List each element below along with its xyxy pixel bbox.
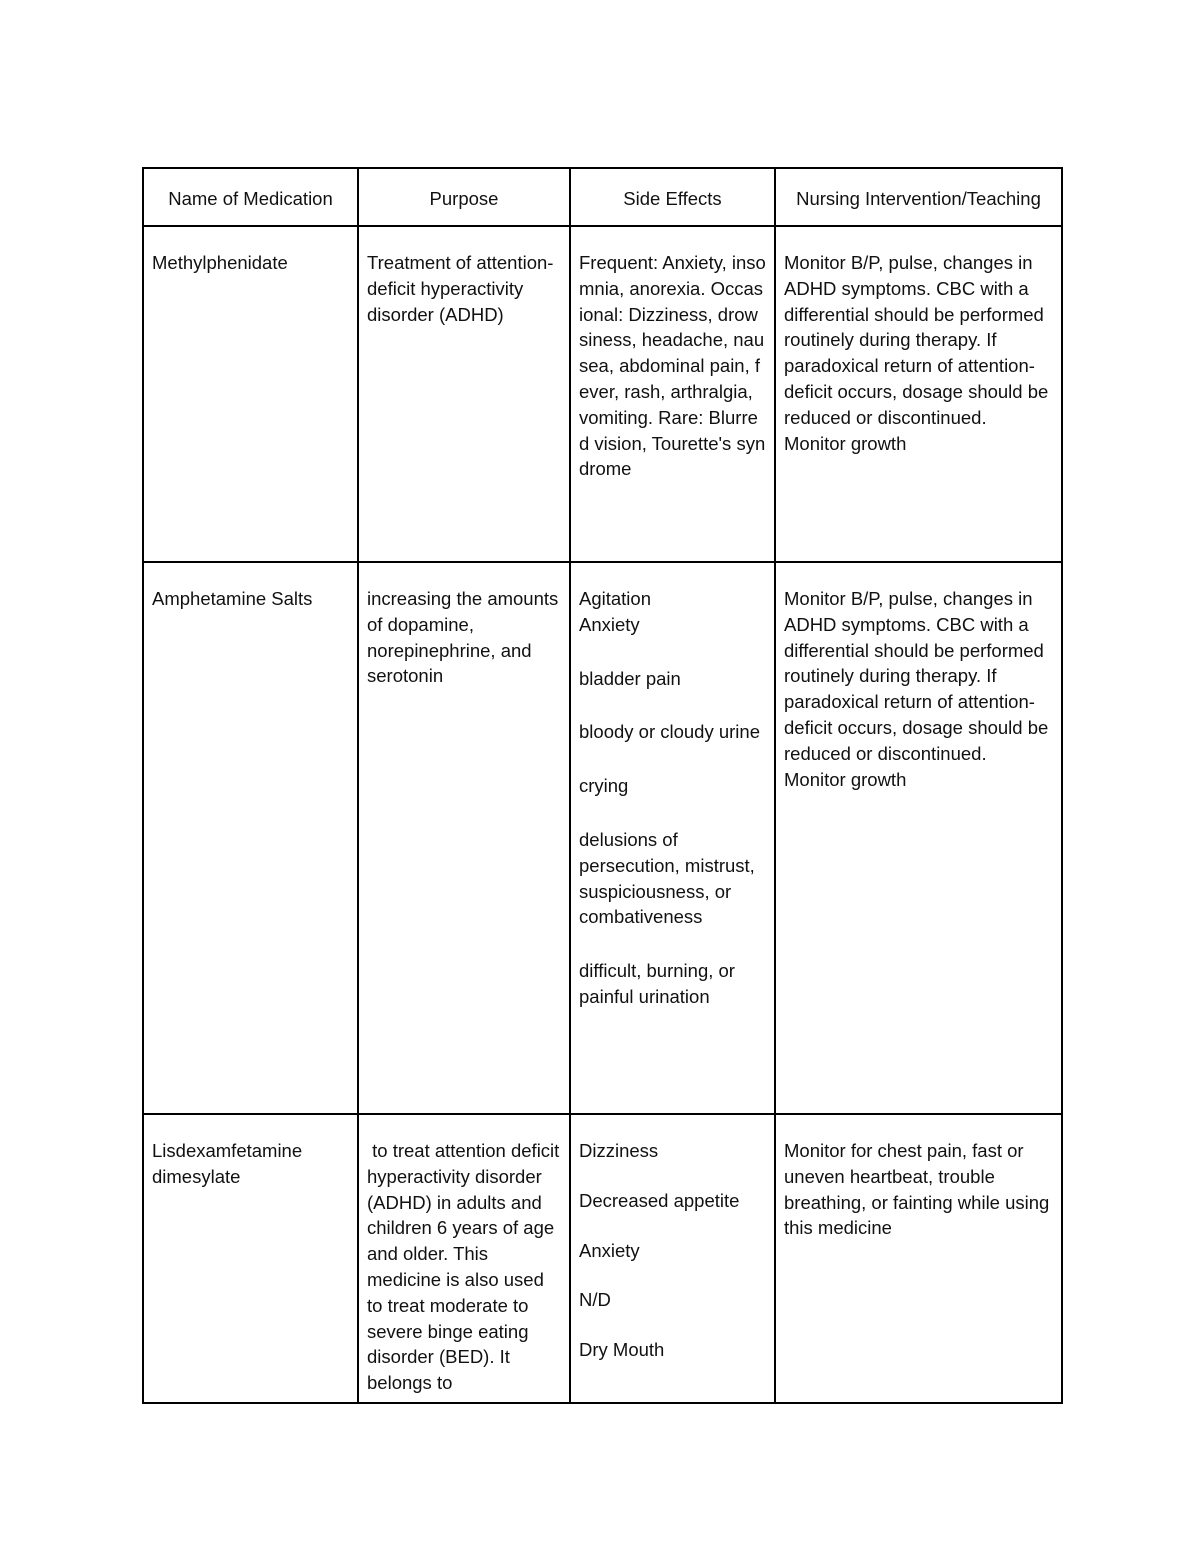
side-effects-cell [570,226,775,562]
medication-name-cell [143,1114,358,1403]
medication-name: Amphetamine Salts [152,588,313,609]
header-nursing-intervention: Nursing Intervention/Teaching [775,168,1062,226]
nursing-cell [775,562,1062,1114]
side-effect-item: Anxiety [579,1239,640,1261]
medication-name-cell [143,226,358,562]
side-effect-item: Dry Mouth [579,1339,665,1361]
side-effect-item: N/D [579,1289,611,1311]
side-effect-item: Decreased appetite [579,1189,740,1211]
header-name-of-medication: Name of Medication [143,168,358,226]
side-effect-item: Agitation [579,588,651,609]
side-effect-item: difficult, burning, or painful urination [579,960,735,1007]
table-row [143,1114,1062,1403]
side-effects-cell [570,562,775,1114]
medication-name: Lisdexamfetamine dimesylate [152,1140,303,1187]
purpose-cell [358,1114,570,1403]
side-effect-item: crying [579,775,629,797]
side-effect-item: Dizziness [579,1140,659,1161]
table-header-row [143,168,1062,226]
purpose-text: increasing the amounts of dopamine, norepinephrine, and serotonin [367,588,559,687]
side-effect-item: bladder pain [579,667,681,689]
purpose-cell [358,226,570,562]
nursing-cell [775,226,1062,562]
side-effect-item: delusions of persecution, mistrust, suspiciousness, or combativeness [579,828,755,928]
header-purpose: Purpose [358,168,570,226]
purpose-text: to treat attention deficit hyperactivity disorder (ADHD) in adults and children 6 years of age and older. This medicine is also used to treat moderate to severe binge eating disorder (BED). It belongs to [367,1140,565,1394]
table-row [143,562,1062,1114]
side-effects-cell [570,1114,775,1403]
header-side-effects: Side Effects [570,168,775,226]
purpose-text: Treatment of attention-deficit hyperactivity disorder (ADHD) [367,252,554,325]
nursing-text: Monitor B/P, pulse, changes in ADHD symptoms. CBC with a differential should be performed routinely during therapy. If paradoxical return of attention-deficit occurs, dosage should be reduced or discontinued. Monitor growth [784,588,1049,790]
medication-name-cell [143,562,358,1114]
side-effect-item: bloody or cloudy urine [579,721,760,743]
purpose-cell [358,562,570,1114]
medication-name: Methylphenidate [152,252,288,273]
nursing-text: Monitor B/P, pulse, changes in ADHD symptoms. CBC with a differential should be performed routinely during therapy. If paradoxical return of attention-deficit occurs, dosage should be reduced or discontinued. Monitor growth [784,252,1049,454]
side-effect-item: Anxiety [579,613,640,635]
table-row [143,226,1062,562]
medication-table [142,167,1063,1404]
nursing-text: Monitor for chest pain, fast or uneven heartbeat, trouble breathing, or fainting while using this medicine [784,1140,1050,1239]
nursing-cell [775,1114,1062,1403]
side-effects-text: Frequent: Anxiety, insomnia, anorexia. Occasional: Dizziness, drowsiness, headache, nausea, abdominal pain, fever, rash, arthralgia, vomiting. Rare: Blurred vision, Tourette's syndrome [579,252,766,480]
